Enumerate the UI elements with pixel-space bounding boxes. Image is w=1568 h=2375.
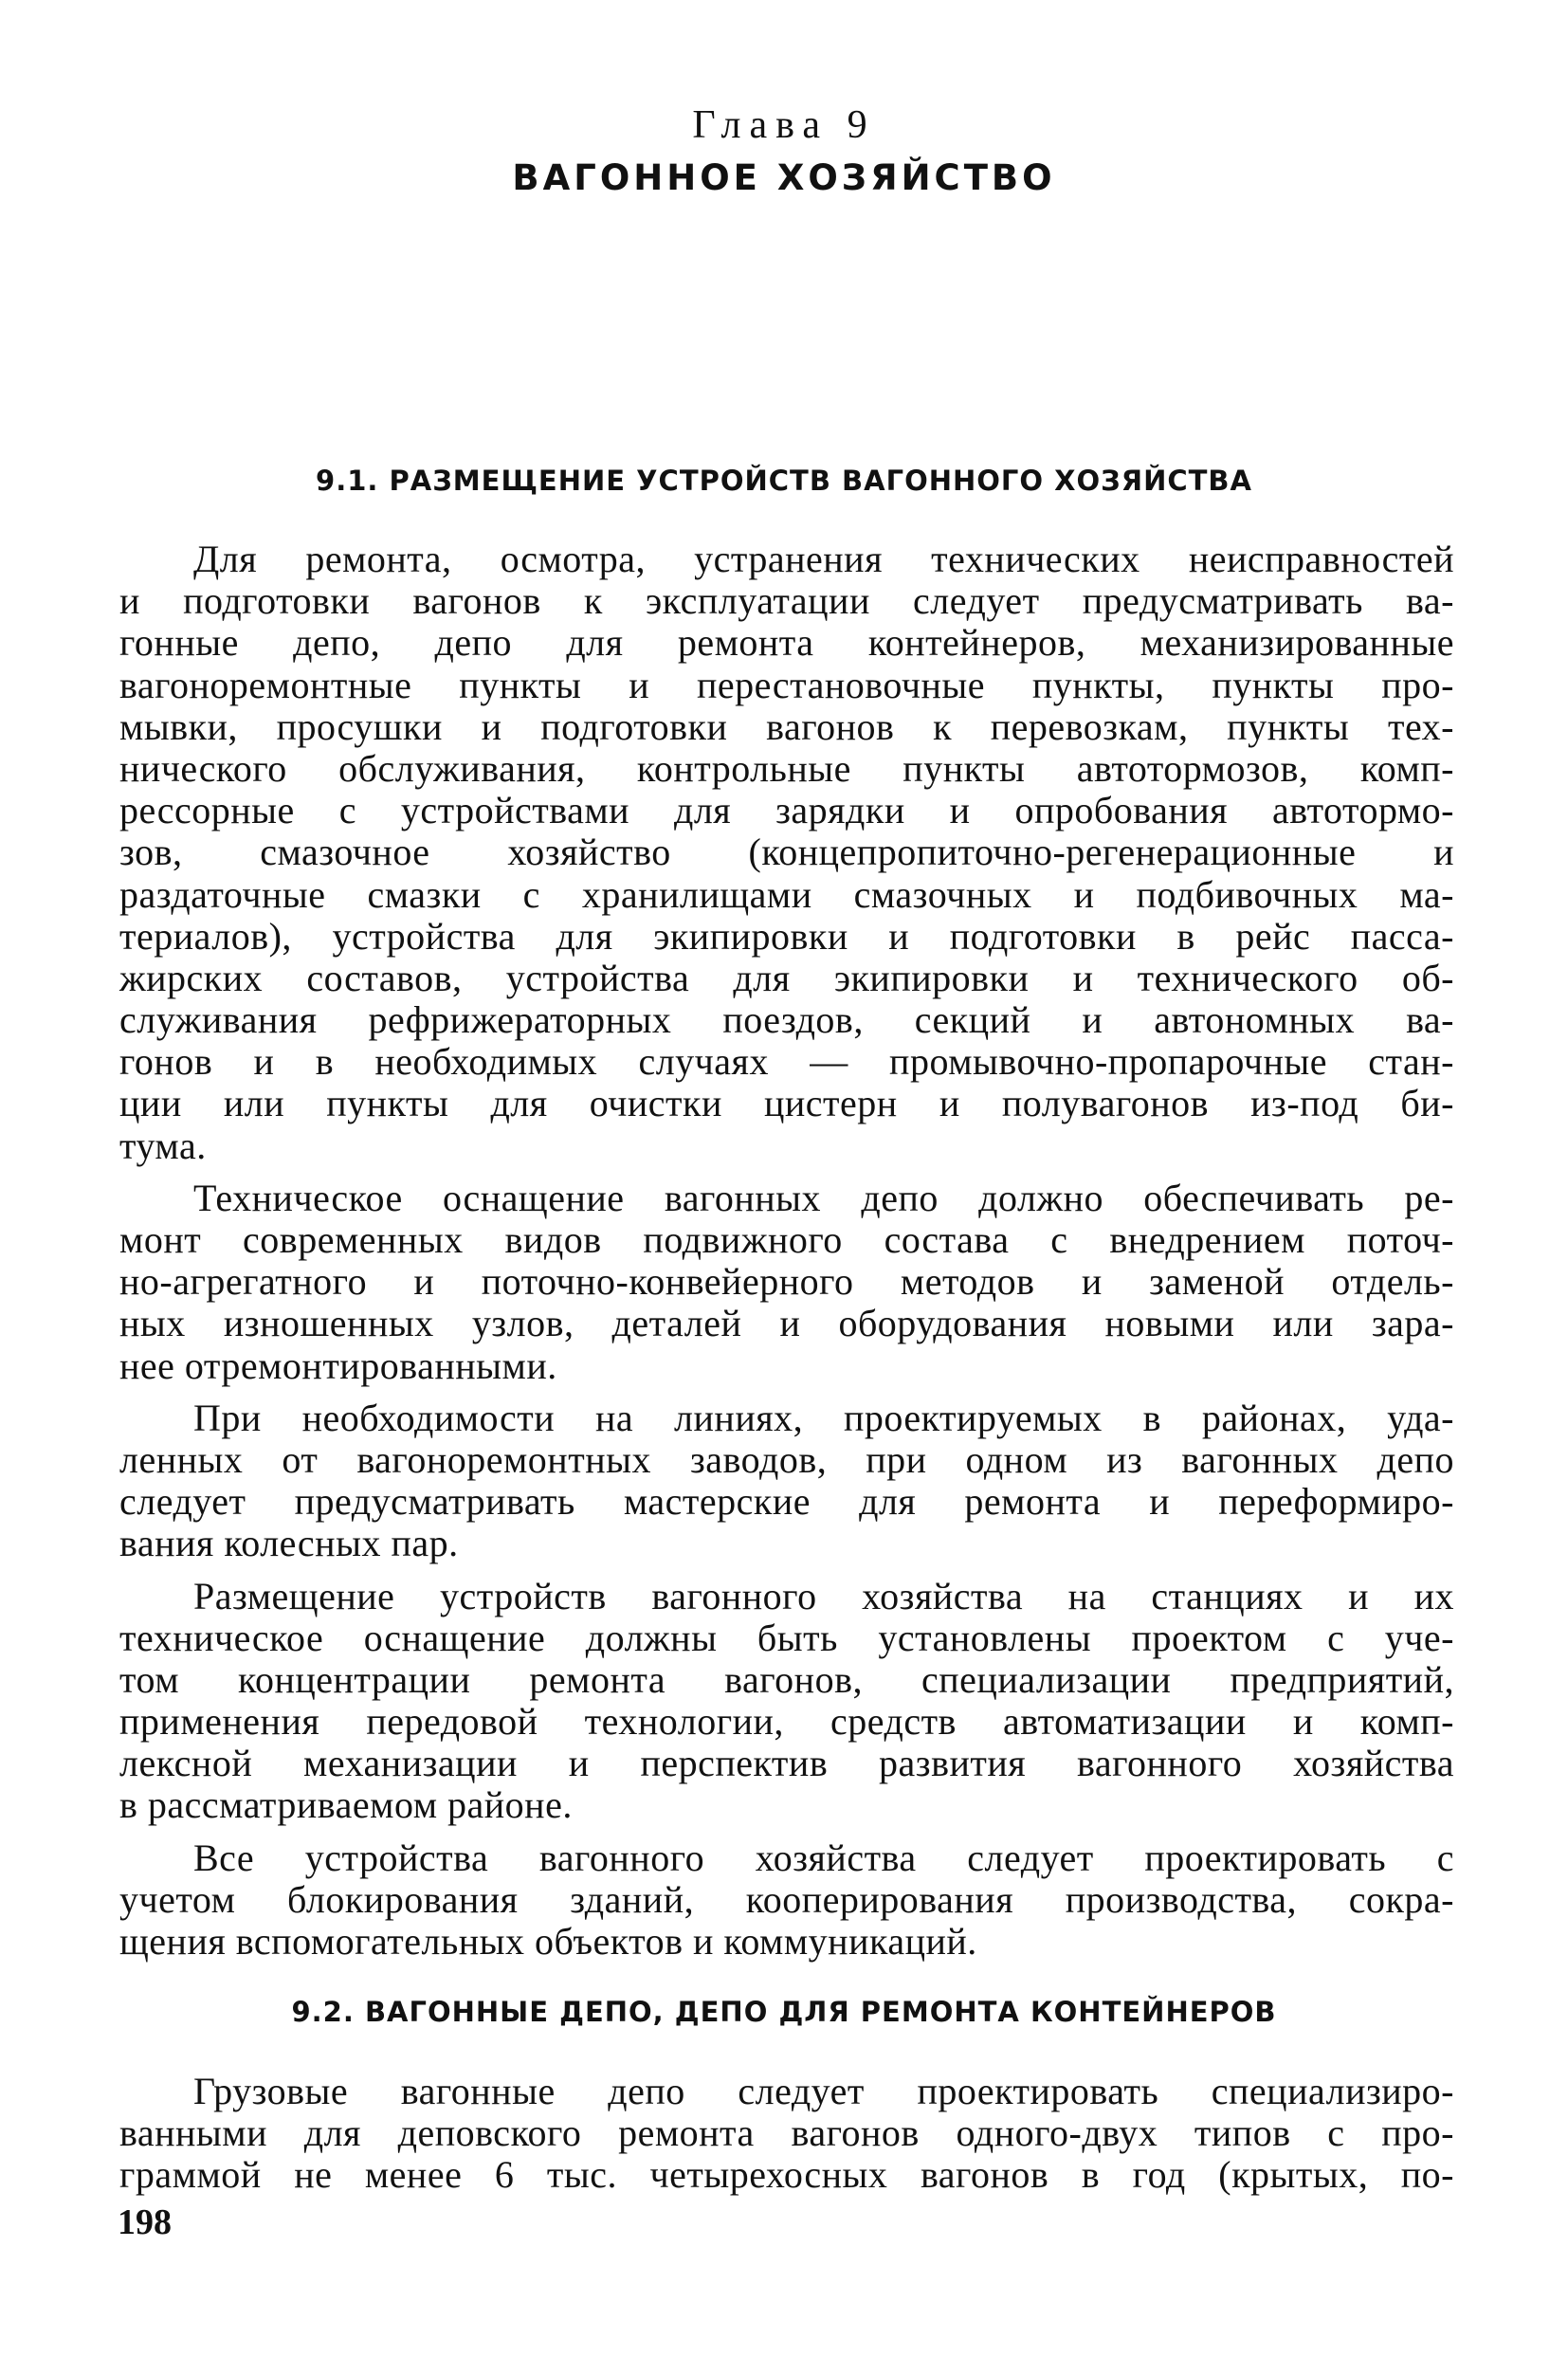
- section-body: [119, 539, 1454, 1973]
- text-line: техническое оснащение должны быть установлены проектом с уче-: [119, 1616, 1454, 1659]
- text-line: мывки, просушки и подготовки вагонов к перевозкам, пункты тех-: [119, 704, 1454, 748]
- section-heading: 9.1. РАЗМЕЩЕНИЕ УСТРОЙСТВ ВАГОННОГО ХОЗЯЙСТВА: [316, 465, 1252, 497]
- text-line: но-агрегатного и поточно-конвейерного методов и заменой отдель-: [119, 1260, 1454, 1304]
- text-line: граммой не менее 6 тыс. четырехосных вагонов в год (крытых, по-: [119, 2153, 1454, 2197]
- text-line: Грузовые вагонные депо следует проектировать специализиро-: [193, 2070, 1454, 2112]
- paragraph: [119, 1837, 1454, 1964]
- text-line: тума.: [119, 1124, 207, 1167]
- text-line: Все устройства вагонного хозяйства следует проектировать с: [193, 1836, 1454, 1879]
- text-line: зов, смазочное хозяйство (концепропиточно-регенерационные и: [119, 831, 1454, 874]
- text-line: Для ремонта, осмотра, устранения технических неисправностей: [193, 538, 1454, 580]
- text-line: ции или пункты для очистки цистерн и полувагонов из-под би-: [119, 1082, 1454, 1125]
- text-line: вания колесных пар.: [119, 1522, 459, 1565]
- text-line: Размещение устройств вагонного хозяйства на станциях и их: [193, 1574, 1454, 1617]
- text-line: в рассматриваемом районе.: [119, 1783, 573, 1827]
- paragraph: [119, 1398, 1454, 1565]
- text-line: ленных от вагоноремонтных заводов, при одном из вагонных депо: [119, 1437, 1454, 1481]
- text-line: служивания рефрижераторных поездов, секций и автономных ва-: [119, 998, 1454, 1042]
- text-line: вагоноремонтные пункты и перестановочные пункты, пункты про-: [119, 663, 1454, 706]
- paragraph: [119, 1178, 1454, 1387]
- chapter-label: Глава 9: [692, 103, 876, 147]
- text-line: нее отремонтированными.: [119, 1343, 557, 1387]
- text-line: монт современных видов подвижного состава с внедрением поточ-: [119, 1218, 1454, 1261]
- text-line: териалов), устройства для экипировки и подготовки в рейс пасса-: [119, 914, 1454, 958]
- section-heading: 9.2. ВАГОННЫЕ ДЕПО, ДЕПО ДЛЯ РЕМОНТА КОНТЕЙНЕРОВ: [291, 1996, 1277, 2028]
- text-line: применения передовой технологии, средств автоматизации и комп-: [119, 1700, 1454, 1744]
- chapter-title: ВАГОННОЕ ХОЗЯЙСТВО: [512, 157, 1056, 198]
- text-line: следует предусматривать мастерские для ремонта и переформиро-: [119, 1480, 1454, 1524]
- paragraph: [119, 1576, 1454, 1827]
- text-line: При необходимости на линиях, проектируемых в районах, уда-: [193, 1396, 1454, 1439]
- text-line: гонные депо, депо для ремонта контейнеров, механизированные: [119, 621, 1454, 665]
- paragraph: [119, 539, 1454, 1167]
- text-line: ванными для деповского ремонта вагонов одного-двух типов с про-: [119, 2111, 1454, 2155]
- text-line: лексной механизации и перспектив развития вагонного хозяйства: [119, 1742, 1454, 1785]
- text-line: жирских составов, устройства для экипировки и технического об-: [119, 956, 1454, 999]
- text-line: и подготовки вагонов к эксплуатации следует предусматривать ва-: [119, 579, 1454, 623]
- text-line: нического обслуживания, контрольные пункты автотормозов, комп-: [119, 746, 1454, 790]
- text-line: Техническое оснащение вагонных депо должно обеспечивать ре-: [193, 1176, 1454, 1219]
- text-line: гонов и в необходимых случаях — промывочно-пропарочные стан-: [119, 1040, 1454, 1084]
- text-line: раздаточные смазки с хранилищами смазочных и подбивочных ма-: [119, 872, 1454, 916]
- text-line: рессорные с устройствами для зарядки и опробования автотормо-: [119, 789, 1454, 832]
- section-body: [119, 2071, 1454, 2207]
- text-line: том концентрации ремонта вагонов, специализации предприятий,: [119, 1657, 1454, 1701]
- text-line: щения вспомогательных объектов и коммуникаций.: [119, 1920, 977, 1963]
- paragraph: [119, 2071, 1454, 2197]
- text-line: ных изношенных узлов, деталей и оборудования новыми или зара-: [119, 1302, 1454, 1345]
- text-line: учетом блокирования зданий, кооперирования производства, сокра-: [119, 1877, 1454, 1921]
- page-number: 198: [118, 2202, 172, 2242]
